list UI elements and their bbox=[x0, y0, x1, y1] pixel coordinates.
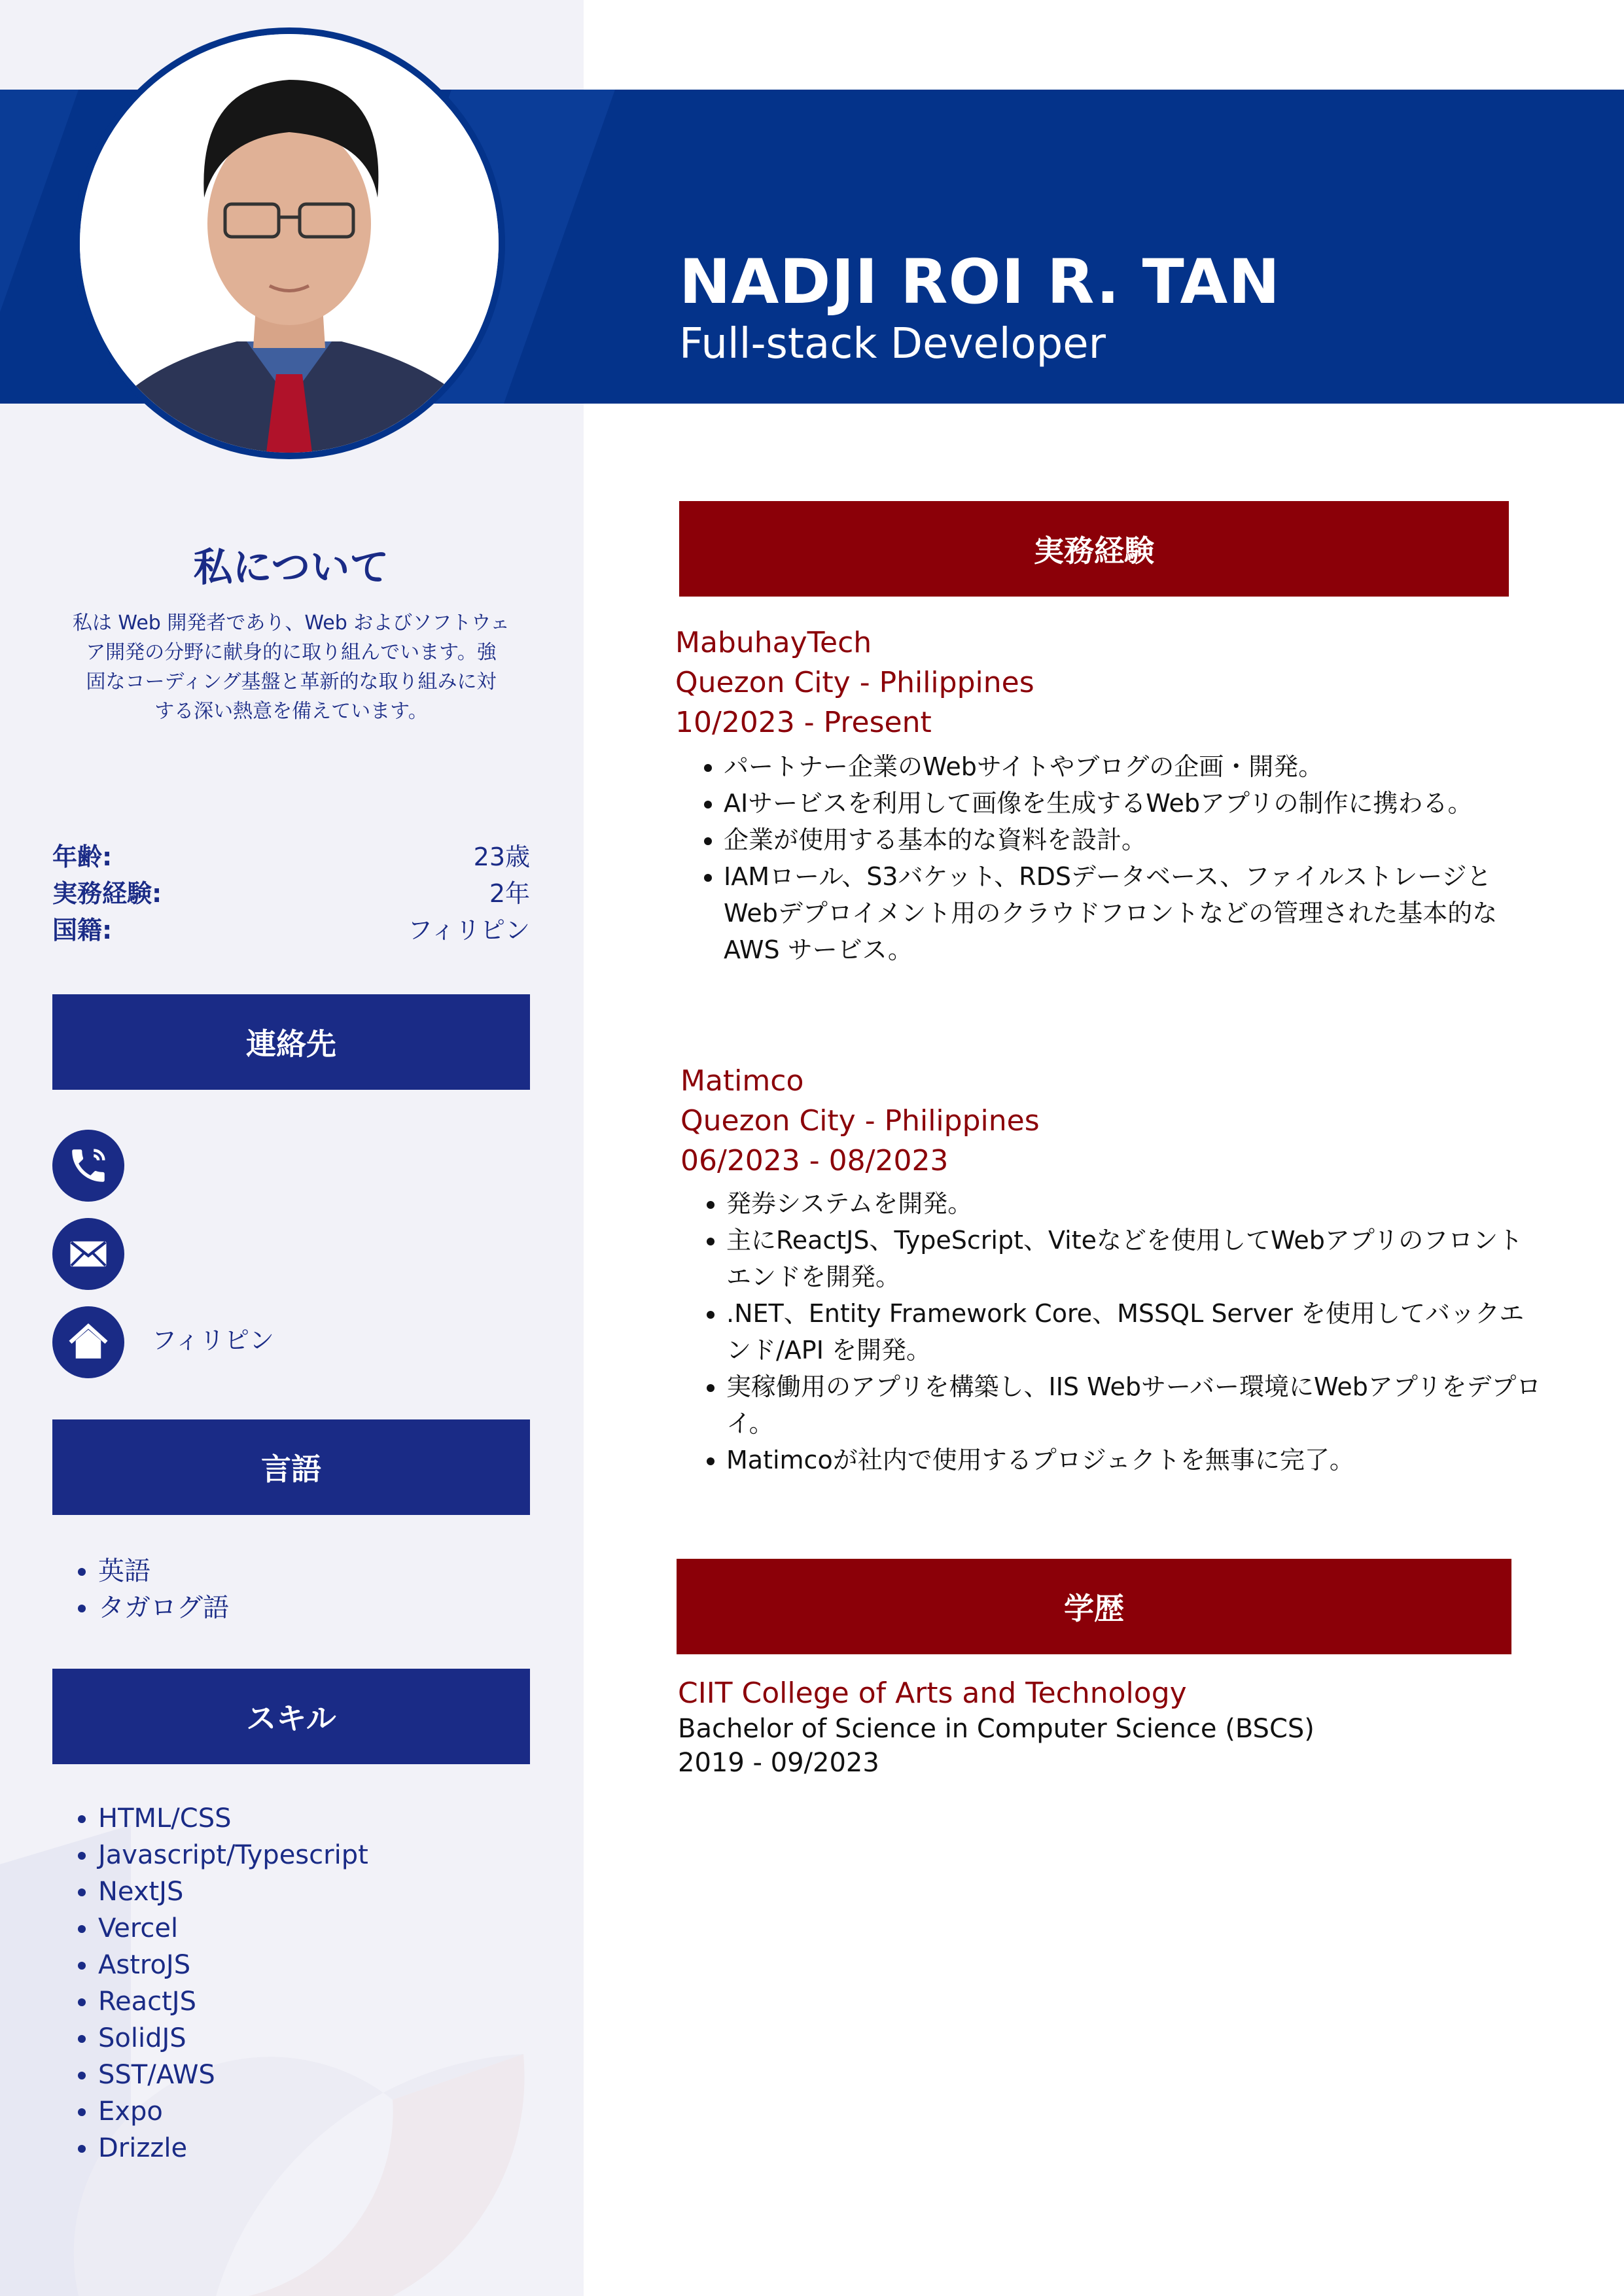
about-line: 固なコーディング基盤と革新的な取り組みに対 bbox=[86, 670, 497, 693]
job-bullet: • 実稼働用のアプリを構築し、IIS Webサーバー環境にWebアプリをデプロイ。 bbox=[726, 1368, 1544, 1442]
job-bullet: • AIサービスを利用して画像を生成するWebアプリの制作に携わる。 bbox=[724, 785, 1535, 822]
fact-age bbox=[52, 839, 530, 875]
job-bullets-matimco bbox=[680, 1185, 1544, 1478]
contact-header: 連絡先 bbox=[52, 994, 530, 1090]
job-bullet: • IAMロール、S3バケット、RDSデータベース、ファイルストレージと Webデプロイメント用のクラウドフロントなどの管理された基本的なAWS サービス。 bbox=[724, 858, 1535, 968]
fact-key: 年齢: bbox=[52, 843, 113, 871]
education-degree: Bachelor of Science in Computer Science (BSCS) bbox=[678, 1714, 1315, 1744]
list-item: • Vercel bbox=[98, 1910, 368, 1947]
job-bullet: • .NET、Entity Framework Core、MSSQL Server を使用してバックエンド/API を開発。 bbox=[726, 1295, 1544, 1368]
list-item: • Drizzle bbox=[98, 2130, 368, 2166]
job-bullet: • 発券システムを開発。 bbox=[726, 1185, 1544, 1222]
fact-experience bbox=[52, 875, 530, 912]
list-item: • ReactJS bbox=[98, 1983, 368, 2020]
languages-list bbox=[65, 1553, 229, 1626]
list-item: • SST/AWS bbox=[98, 2057, 368, 2093]
list-item: • AstroJS bbox=[98, 1947, 368, 1983]
job-mabuhaytech bbox=[675, 623, 1034, 742]
list-item: • Javascript/Typescript bbox=[98, 1837, 368, 1873]
candidate-role: Full-stack Developer bbox=[679, 320, 1106, 368]
fact-value: 2年 bbox=[489, 879, 530, 908]
mail-icon[interactable] bbox=[52, 1218, 124, 1290]
education-period: 2019 - 09/2023 bbox=[678, 1748, 879, 1778]
job-matimco bbox=[680, 1061, 1040, 1181]
list-item: • NextJS bbox=[98, 1873, 368, 1910]
job-location: Quezon City - Philippines bbox=[680, 1104, 1040, 1138]
job-bullet: • 企業が使用する基本的な資料を設計。 bbox=[724, 822, 1535, 858]
list-item: • タガログ語 bbox=[98, 1590, 229, 1626]
skills-header: スキル bbox=[52, 1669, 530, 1764]
job-period: 06/2023 - 08/2023 bbox=[680, 1144, 949, 1177]
about-line: 私は Web 開発者であり、Web およびソフトウェ bbox=[72, 612, 510, 635]
fact-value: フィリピン bbox=[408, 916, 530, 945]
fact-key: 実務経験: bbox=[52, 879, 162, 908]
languages-header: 言語 bbox=[52, 1419, 530, 1515]
list-item: • HTML/CSS bbox=[98, 1800, 368, 1837]
profile-photo bbox=[73, 27, 505, 459]
fact-value: 23歳 bbox=[473, 843, 530, 871]
home-icon[interactable] bbox=[52, 1306, 124, 1378]
job-bullet: • Matimcoが社内で使用するプロジェクトを無事に完了。 bbox=[726, 1442, 1544, 1478]
education-header: 学歴 bbox=[677, 1559, 1511, 1654]
job-company: Matimco bbox=[680, 1064, 804, 1098]
skills-list bbox=[65, 1800, 368, 2166]
job-location: Quezon City - Philippines bbox=[675, 666, 1034, 699]
about-title: 私について bbox=[193, 545, 389, 591]
fact-key: 国籍: bbox=[52, 916, 113, 945]
about-line: する深い熱意を備えています。 bbox=[154, 700, 428, 723]
job-period: 10/2023 - Present bbox=[675, 706, 932, 739]
contact-address: フィリピン bbox=[152, 1326, 274, 1355]
about-line: ア開発の分野に献身的に取り組んでいます。強 bbox=[86, 641, 497, 664]
list-item: • Expo bbox=[98, 2093, 368, 2130]
about-text bbox=[52, 608, 530, 726]
phone-icon[interactable] bbox=[52, 1130, 124, 1202]
personal-facts bbox=[52, 839, 530, 948]
portrait-illustration bbox=[80, 34, 499, 453]
fact-nationality bbox=[52, 912, 530, 948]
candidate-name: NADJI ROI R. TAN bbox=[679, 247, 1280, 318]
job-bullet: • 主にReactJS、TypeScript、Viteなどを使用してWebアプリのフロントエンドを開発。 bbox=[726, 1222, 1544, 1295]
education-school: CIIT College of Arts and Technology bbox=[678, 1677, 1187, 1710]
job-bullets-mabuhaytech bbox=[678, 748, 1535, 968]
list-item: • 英語 bbox=[98, 1553, 229, 1590]
list-item: • SolidJS bbox=[98, 2020, 368, 2057]
job-bullet: • パートナー企業のWebサイトやブログの企画・開発。 bbox=[724, 748, 1535, 785]
job-company: MabuhayTech bbox=[675, 626, 872, 659]
experience-header: 実務経験 bbox=[679, 501, 1509, 597]
